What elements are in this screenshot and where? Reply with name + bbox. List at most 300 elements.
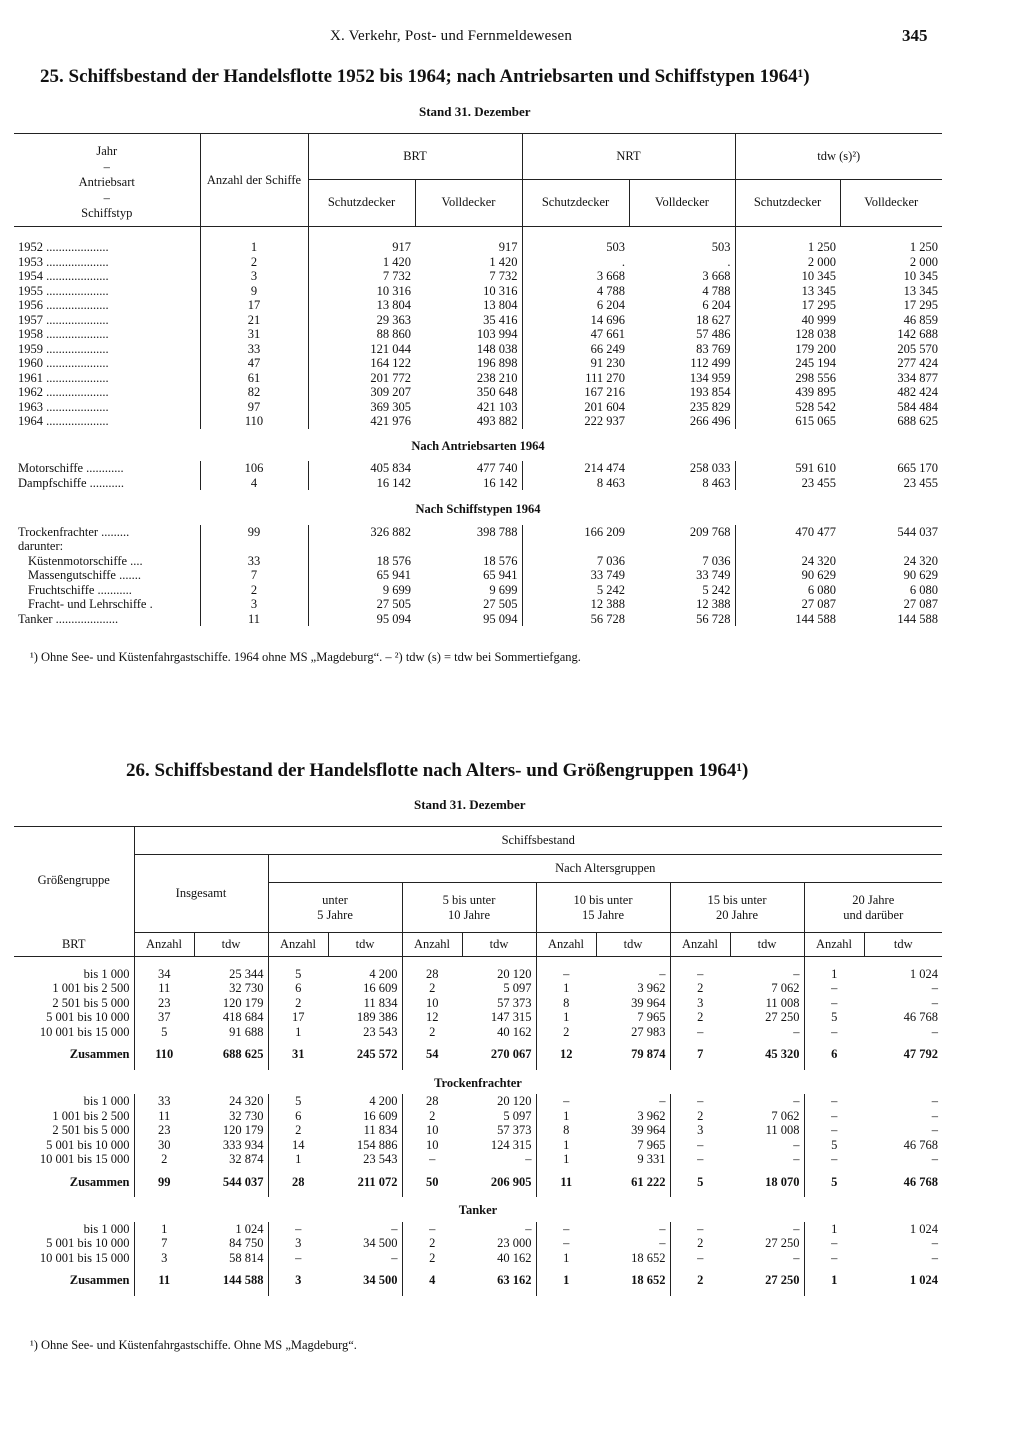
cell: 58 814 — [194, 1251, 268, 1266]
cell: 470 477 — [795, 524, 836, 539]
cell: 591 610 — [795, 461, 836, 475]
row-label: bis 1 000 — [14, 1222, 134, 1237]
table-row — [14, 568, 942, 583]
cell: 1 — [161, 1221, 168, 1236]
cell: 350 648 — [415, 385, 522, 400]
cell: 56 728 — [590, 611, 625, 626]
table-row — [14, 1251, 942, 1266]
cell: 166 209 — [584, 524, 625, 539]
cell: – — [697, 1094, 704, 1108]
cell: 33 — [200, 554, 308, 569]
cell: 4 200 — [328, 967, 402, 982]
cell: 16 609 — [328, 1109, 402, 1124]
cell: 34 500 — [328, 1265, 402, 1296]
cell: 17 295 — [903, 298, 938, 312]
cell: 57 373 — [462, 1123, 536, 1138]
cell: 2 — [295, 1123, 302, 1137]
cell: 584 484 — [897, 399, 938, 414]
header-anzahl: Anzahl — [402, 933, 462, 957]
cell: 32 874 — [194, 1152, 268, 1167]
cell: 106 — [200, 461, 308, 476]
sum-row — [14, 1167, 942, 1198]
header-tdw: tdw — [328, 933, 402, 957]
cell: 12 388 — [629, 597, 735, 612]
cell: 47 — [200, 356, 308, 371]
cell: 1 250 — [807, 240, 836, 254]
table-row — [14, 981, 942, 996]
cell: 61 222 — [596, 1167, 670, 1198]
table-row — [14, 1236, 942, 1251]
table-row — [14, 1025, 942, 1040]
cell: 7 — [697, 1047, 704, 1061]
cell: 27 250 — [730, 1265, 804, 1296]
cell: 421 103 — [415, 400, 522, 415]
cell: 4 — [200, 476, 308, 491]
cell: 245 194 — [795, 356, 836, 370]
cell: 18 627 — [629, 313, 735, 328]
cell: 28 — [292, 1174, 305, 1189]
cell: 7 062 — [730, 1109, 804, 1124]
cell: 16 609 — [328, 981, 402, 996]
cell: 57 373 — [462, 996, 536, 1011]
cell: 40 162 — [462, 1025, 536, 1040]
cell: 1 — [295, 1024, 302, 1039]
cell: – — [831, 1108, 838, 1123]
row-label: Zusammen — [14, 1167, 134, 1198]
cell: 27 087 — [801, 597, 836, 611]
cell: – — [596, 1222, 670, 1237]
cell: 326 882 — [370, 524, 411, 539]
cell: – — [931, 981, 938, 995]
section-heading-tanker: Tanker — [458, 1203, 498, 1217]
table-row — [14, 967, 942, 982]
cell: 10 316 — [376, 283, 411, 298]
cell: 9 699 — [415, 583, 522, 598]
cell: 11 008 — [730, 1123, 804, 1138]
cell: 10 — [426, 1137, 439, 1152]
cell: 917 — [415, 240, 522, 255]
section-heading-trockenfrachter: Trockenfrachter — [434, 1075, 522, 1090]
cell: 235 829 — [629, 400, 735, 415]
cell: 24 320 — [194, 1094, 268, 1109]
cell: 3 668 — [596, 269, 625, 283]
cell: – — [931, 1123, 938, 1137]
cell: 13 345 — [903, 283, 938, 298]
cell: – — [563, 1236, 570, 1250]
cell: 33 749 — [590, 568, 625, 582]
cell: 34 500 — [328, 1236, 402, 1251]
table-row — [14, 1222, 942, 1237]
cell: 111 270 — [585, 370, 625, 385]
cell: 688 625 — [897, 414, 938, 428]
stub-dash: – — [103, 159, 110, 174]
cell: 2 000 — [807, 254, 836, 269]
cell: 7 062 — [730, 981, 804, 996]
cell: 5 — [831, 1137, 838, 1152]
sum-row — [14, 1039, 942, 1070]
cell: 6 080 — [807, 582, 836, 597]
cell: 142 688 — [897, 327, 938, 341]
cell: 120 179 — [194, 996, 268, 1011]
cell: 5 097 — [462, 981, 536, 996]
cell: – — [931, 1094, 938, 1108]
cell: 120 179 — [194, 1123, 268, 1138]
cell: 57 486 — [629, 327, 735, 342]
cell: 167 216 — [584, 385, 625, 399]
cell: 193 854 — [629, 385, 735, 400]
header-groesse: Größengruppe — [14, 827, 134, 933]
cell: 206 905 — [462, 1167, 536, 1198]
cell: 35 416 — [415, 313, 522, 328]
cell: – — [931, 1152, 938, 1166]
header-insgesamt: Insgesamt — [134, 855, 268, 933]
cell: 148 038 — [415, 342, 522, 357]
cell: 4 — [429, 1273, 436, 1287]
cell: 214 474 — [584, 461, 625, 475]
cell: 3 — [697, 995, 704, 1010]
cell: 16 142 — [376, 475, 411, 490]
cell: 144 588 — [194, 1265, 268, 1296]
cell: 95 094 — [376, 611, 411, 626]
header-age-group-2: 5 bis unter 10 Jahre — [402, 883, 536, 933]
cell: 99 — [200, 525, 308, 540]
cell: 493 882 — [415, 414, 522, 429]
cell: 13 345 — [801, 283, 836, 298]
cell: 32 730 — [194, 1109, 268, 1124]
cell: 4 788 — [629, 284, 735, 299]
stub-header — [14, 134, 200, 227]
table-row — [14, 525, 942, 540]
cell: 8 — [563, 995, 570, 1010]
table-row — [14, 1138, 942, 1153]
cell: 1 024 — [194, 1222, 268, 1237]
row-label: bis 1 000 — [14, 1094, 134, 1109]
cell: 27 250 — [730, 1010, 804, 1025]
cell: 124 315 — [462, 1138, 536, 1153]
header-anzahl: Anzahl — [804, 933, 864, 957]
cell: 24 320 — [801, 553, 836, 568]
cell: 10 345 — [903, 269, 938, 283]
cell: 23 543 — [328, 1152, 402, 1167]
cell: 27 505 — [376, 597, 411, 611]
table-row — [14, 583, 942, 598]
cell: – — [931, 995, 938, 1010]
cell: 2 — [295, 995, 302, 1010]
table-row — [14, 539, 942, 554]
section-heading-typen: Nach Schiffstypen 1964 — [415, 502, 541, 516]
cell: 688 625 — [194, 1039, 268, 1070]
stub-schiffstyp: Schiffstyp — [81, 206, 133, 220]
header-anzahl: Anzahl — [670, 933, 730, 957]
cell: 7 — [161, 1236, 168, 1250]
table-row — [14, 476, 942, 491]
header-nrt-volldecker: Volldecker — [629, 179, 735, 226]
cell: 11 — [200, 612, 308, 627]
table26-subtitle: Stand 31. Dezember — [414, 797, 526, 812]
header-age-group-1: unter 5 Jahre — [268, 883, 402, 933]
cell: 2 — [200, 255, 308, 270]
cell: 144 588 — [795, 611, 836, 626]
cell: 2 — [697, 1273, 704, 1287]
cell: 12 — [426, 1010, 439, 1024]
row-label: 1959 .................... — [14, 342, 200, 357]
cell: 23 543 — [328, 1025, 402, 1040]
row-label: 1957 .................... — [14, 313, 200, 328]
cell: – — [831, 995, 838, 1010]
row-label: Fracht- und Lehrschiffe . — [14, 597, 200, 612]
cell: 2 — [429, 981, 436, 995]
cell: 528 542 — [795, 399, 836, 414]
cell: 3 — [295, 1236, 302, 1250]
row-label: 1963 .................... — [14, 400, 200, 415]
cell: 5 — [295, 966, 302, 981]
table26-title: 26. Schiffsbestand der Handelsflotte nach Alters- und Größengruppen 1964¹) — [126, 760, 749, 781]
cell: – — [697, 1250, 704, 1265]
cell: – — [697, 1152, 704, 1166]
table-row — [14, 597, 942, 612]
cell: 97 — [200, 400, 308, 415]
cell: 20 120 — [462, 1094, 536, 1109]
header-tdw: tdw — [596, 933, 670, 957]
cell: 3 — [697, 1123, 704, 1137]
cell: 3 — [161, 1250, 168, 1265]
cell: 1 420 — [415, 255, 522, 270]
cell: 95 094 — [415, 612, 522, 627]
table-row — [14, 1094, 942, 1109]
cell: . — [621, 254, 625, 269]
cell: 144 588 — [897, 611, 938, 626]
cell: 3 668 — [629, 269, 735, 284]
cell: 2 000 — [909, 254, 938, 269]
cell: 309 207 — [370, 385, 411, 399]
cell: – — [563, 966, 570, 981]
stub-antriebsart: Antriebsart — [78, 175, 135, 189]
table-row — [14, 385, 942, 400]
cell: 398 788 — [415, 525, 522, 540]
cell: 30 — [158, 1137, 171, 1152]
cell: 201 604 — [584, 399, 625, 414]
cell: 245 572 — [328, 1039, 402, 1070]
header-schiffsbestand: Schiffsbestand — [134, 827, 942, 855]
table-row — [14, 461, 942, 476]
cell: 18 652 — [596, 1251, 670, 1266]
cell: 209 768 — [629, 525, 735, 540]
cell: 63 162 — [462, 1265, 536, 1296]
cell: 5 097 — [462, 1109, 536, 1124]
cell: 1 — [563, 1273, 570, 1287]
cell: 2 — [697, 1236, 704, 1250]
cell: 544 037 — [897, 524, 938, 539]
cell — [200, 539, 308, 554]
cell: 270 067 — [462, 1039, 536, 1070]
cell: 3 — [200, 269, 308, 284]
cell: 18 576 — [415, 554, 522, 569]
table-row — [14, 1109, 942, 1124]
cell: 27 250 — [730, 1236, 804, 1251]
table26-body — [14, 957, 942, 1296]
cell: 29 363 — [376, 312, 411, 327]
cell: 665 170 — [897, 461, 938, 475]
row-label: bis 1 000 — [14, 967, 134, 982]
cell: 277 424 — [897, 356, 938, 370]
cell: 11 — [158, 981, 171, 995]
cell: – — [462, 1222, 536, 1237]
cell: 121 044 — [370, 341, 411, 356]
cell: 7 965 — [596, 1010, 670, 1025]
cell: 7 036 — [629, 554, 735, 569]
table-row — [14, 554, 942, 569]
cell: 8 463 — [596, 475, 625, 490]
header-nrt: NRT — [522, 134, 735, 180]
cell: 47 661 — [590, 327, 625, 341]
cell: 5 — [161, 1024, 168, 1039]
cell: 482 424 — [897, 385, 938, 399]
cell: 179 200 — [795, 341, 836, 356]
cell: – — [831, 1094, 838, 1108]
cell: 33 — [158, 1094, 171, 1108]
cell: 477 740 — [415, 461, 522, 476]
cell: 2 — [429, 1250, 436, 1265]
row-label: Motorschiffe ............ — [14, 461, 200, 476]
cell: 66 249 — [590, 341, 625, 356]
cell: 7 036 — [596, 553, 625, 568]
cell: 3 962 — [596, 981, 670, 996]
cell: 11 — [560, 1174, 573, 1189]
cell: 10 — [426, 1123, 439, 1137]
header-age-group-4: 15 bis unter 20 Jahre — [670, 883, 804, 933]
running-header — [0, 28, 1024, 50]
row-label: 1961 .................... — [14, 371, 200, 386]
table-row — [14, 356, 942, 371]
cell: 11 — [158, 1273, 171, 1287]
cell: 14 — [292, 1137, 305, 1152]
cell: 615 065 — [795, 414, 836, 428]
table-row — [14, 371, 942, 386]
cell: – — [730, 1152, 804, 1167]
cell: 90 629 — [903, 568, 938, 582]
cell: – — [730, 1094, 804, 1109]
cell: 369 305 — [370, 399, 411, 414]
cell: 83 769 — [629, 342, 735, 357]
cell: 266 496 — [629, 414, 735, 429]
cell: 39 964 — [596, 1123, 670, 1138]
cell: 2 — [429, 1236, 436, 1250]
cell: 39 964 — [596, 996, 670, 1011]
cell: – — [831, 1236, 838, 1250]
cell: – — [730, 967, 804, 982]
cell: 23 — [158, 995, 171, 1010]
cell: 14 696 — [590, 312, 625, 327]
page-number: 345 — [902, 26, 928, 45]
cell: 40 999 — [801, 312, 836, 327]
cell: 205 570 — [897, 341, 938, 356]
cell: – — [596, 1236, 670, 1251]
row-label: 1960 .................... — [14, 356, 200, 371]
cell: 90 629 — [801, 568, 836, 582]
cell: 23 455 — [903, 475, 938, 490]
cell: 27 505 — [415, 597, 522, 612]
section-title: X. Verkehr, Post- und Fernmeldewesen — [330, 28, 573, 44]
cell: 54 — [426, 1047, 439, 1061]
cell: 1 024 — [909, 966, 938, 981]
cell: 164 122 — [370, 356, 411, 370]
cell: 103 994 — [415, 327, 522, 342]
cell: 6 204 — [596, 298, 625, 312]
cell: 18 576 — [376, 553, 411, 568]
cell: 196 898 — [415, 356, 522, 371]
cell: 110 — [155, 1047, 174, 1061]
row-label: 10 001 bis 15 000 — [14, 1152, 134, 1167]
cell: – — [831, 981, 838, 995]
cell: 34 — [158, 966, 171, 981]
cell: – — [328, 1251, 402, 1266]
row-label: 1956 .................... — [14, 298, 200, 313]
row-label: 5 001 bis 10 000 — [14, 1138, 134, 1153]
row-label: 1 001 bis 2 500 — [14, 1109, 134, 1124]
cell: 6 080 — [909, 582, 938, 597]
table-row — [14, 400, 942, 415]
cell: 7 732 — [415, 269, 522, 284]
header-anzahl: Anzahl — [536, 933, 596, 957]
row-label: 1953 .................... — [14, 255, 200, 270]
cell: – — [697, 1024, 704, 1039]
cell: 12 — [560, 1047, 573, 1061]
cell: 2 — [697, 1010, 704, 1024]
cell: – — [563, 1221, 570, 1236]
table-row — [14, 996, 942, 1011]
cell: – — [730, 1222, 804, 1237]
cell: 4 788 — [596, 283, 625, 298]
cell: 6 — [295, 1108, 302, 1123]
cell: – — [596, 1094, 670, 1109]
cell: 12 388 — [590, 597, 625, 611]
cell: 47 792 — [903, 1047, 938, 1061]
cell: – — [295, 1221, 302, 1236]
table-row — [14, 1152, 942, 1167]
cell: 333 934 — [194, 1138, 268, 1153]
cell: 21 — [200, 313, 308, 328]
cell: 20 120 — [462, 967, 536, 982]
cell: 5 242 — [596, 582, 625, 597]
cell: – — [831, 1024, 838, 1039]
cell: 10 — [426, 995, 439, 1010]
cell: 61 — [200, 371, 308, 386]
table-row — [14, 414, 942, 429]
sum-row — [14, 1265, 942, 1296]
cell: 6 — [295, 981, 302, 995]
table-row — [14, 269, 942, 284]
header-brt-schutzdecker: Schutzdecker — [308, 179, 415, 226]
table-row — [14, 1010, 942, 1025]
header-brt-volldecker: Volldecker — [415, 179, 522, 226]
cell: 189 386 — [328, 1010, 402, 1025]
cell: – — [931, 1108, 938, 1123]
cell: 16 142 — [415, 476, 522, 491]
row-label: Zusammen — [14, 1039, 134, 1070]
cell: 46 768 — [903, 1010, 938, 1024]
cell: 50 — [426, 1174, 439, 1189]
cell: – — [931, 1236, 938, 1250]
row-label: Tanker .................... — [14, 612, 200, 627]
table-row — [14, 298, 942, 313]
cell: 9 331 — [596, 1152, 670, 1167]
cell: 17 295 — [801, 298, 836, 312]
cell: 10 316 — [415, 284, 522, 299]
row-label: darunter: — [14, 539, 200, 554]
cell: 110 — [200, 414, 308, 429]
table-row — [14, 612, 942, 627]
cell: 32 730 — [194, 981, 268, 996]
